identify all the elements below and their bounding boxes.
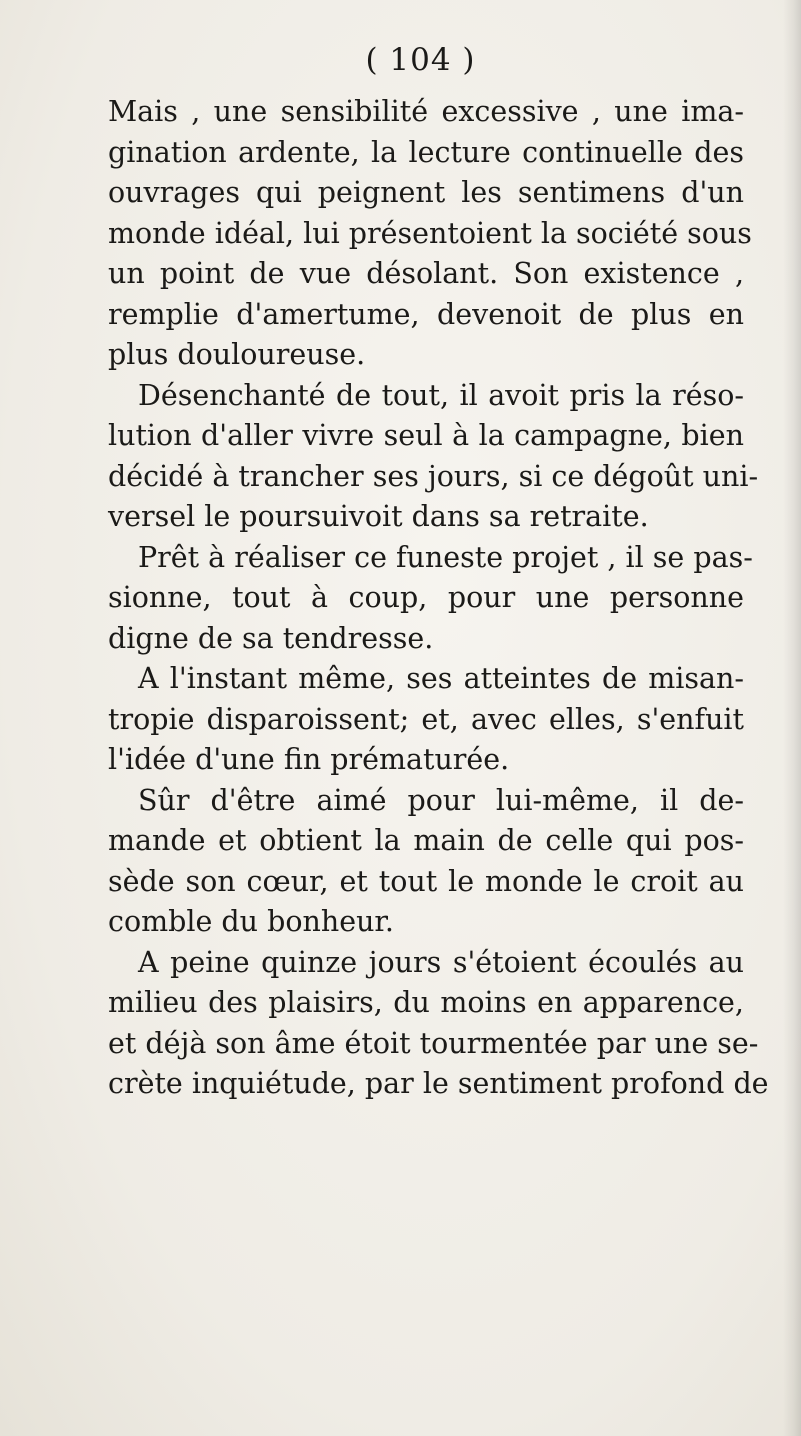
text-line: plus douloureuse. xyxy=(108,338,366,371)
text-line: Mais , une sensibilité excessive , une ima- xyxy=(108,95,744,128)
text-line: décidé à trancher ses jours, si ce dégoût uni- xyxy=(108,459,759,493)
text-line: Prêt à réaliser ce funeste projet , il se pas- xyxy=(138,540,753,574)
text-line: A peine quinze jours s'étoient écoulés au xyxy=(138,945,744,979)
text-line: l'idée d'une fin prématurée. xyxy=(108,743,510,776)
text-line: digne de sa tendresse. xyxy=(108,621,434,655)
text-line: un point de vue désolant. Son existence , xyxy=(108,257,744,290)
text-line: et déjà son âme étoit tourmentée par une se- xyxy=(108,1026,759,1060)
text-line: ouvrages qui peignent les sentimens d'un xyxy=(108,176,744,209)
page-edge-shadow xyxy=(783,0,801,1436)
text-line: mande et obtient la main de celle qui pos- xyxy=(108,824,744,857)
page-number: ( 104 ) xyxy=(365,42,476,78)
text-line: gination ardente, la lecture continuelle des xyxy=(108,135,744,169)
text-line: versel le poursuivoit dans sa retraite. xyxy=(108,500,649,533)
text-line: Désenchanté de tout, il avoit pris la réso- xyxy=(138,378,744,412)
text-line: monde idéal, lui présentoient la société sous xyxy=(108,216,752,250)
text-line: sède son cœur, et tout le monde le croit au xyxy=(108,864,744,898)
text-line: sionne, tout à coup, pour une personne xyxy=(108,581,744,614)
text-line: lution d'aller vivre seul à la campagne, bien xyxy=(108,419,744,452)
text-line: comble du bonheur. xyxy=(108,905,394,938)
text-line: A l'instant même, ses atteintes de misan- xyxy=(138,662,744,695)
text-line: remplie d'amertume, devenoit de plus en xyxy=(108,297,744,331)
body-text xyxy=(108,92,769,1105)
text-line: milieu des plaisirs, du moins en apparence, xyxy=(108,986,744,1019)
text-line: Sûr d'être aimé pour lui-même, il de- xyxy=(138,783,744,817)
text-line: crète inquiétude, par le sentiment profond de xyxy=(108,1067,769,1100)
text-line: tropie disparoissent; et, avec elles, s'enfuit xyxy=(108,702,744,736)
